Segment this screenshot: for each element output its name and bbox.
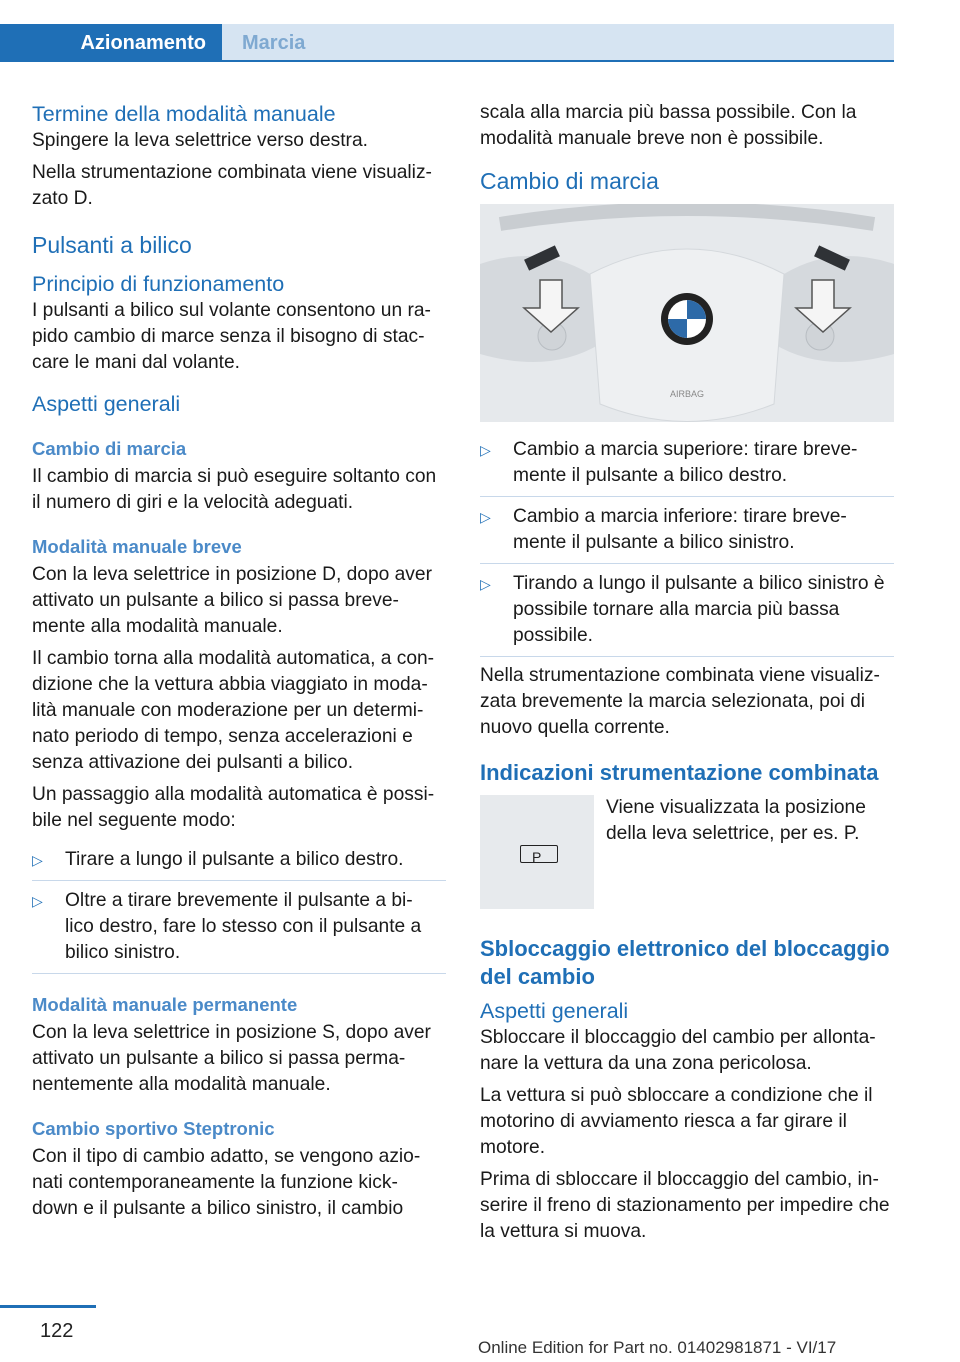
list-item-text: Tirare a lungo il pulsante a bilico destro. (65, 849, 404, 870)
triangle-bullet-icon: ▷ (480, 509, 491, 525)
paragraph: Con la leva selettrice in posizione S, dopo aver attivato un pulsante a bilico si passa perma‐ nentemente alla modalità manuale. (32, 1022, 431, 1095)
list-item (480, 564, 894, 657)
gear-display-image (480, 795, 594, 909)
steering-wheel-image (480, 204, 894, 422)
heading-aspetti: Aspetti generali (32, 392, 181, 416)
triangle-bullet-icon: ▷ (480, 576, 491, 592)
section-tab-marcia: Marcia (222, 24, 894, 62)
airbag-label: AIRBAG (669, 389, 705, 399)
paragraph: Un passaggio alla modalità automatica è possi‐ bile nel seguente modo: (32, 784, 435, 831)
heading-sbloccaggio: Sbloccaggio elettronico del bloccaggio del cambio (480, 936, 890, 989)
page-header (0, 0, 960, 62)
heading-cambio: Cambio di marcia (32, 438, 187, 459)
heading-indicazioni: Indicazioni strumentazione combinata (480, 760, 879, 785)
park-letter: P (532, 849, 542, 865)
list-item (32, 840, 446, 881)
list-item-text: Oltre a tirare brevemente il pulsante a bi‐ lico destro, fare lo stesso con il pulsante a bilico sinistro. (65, 890, 422, 963)
triangle-bullet-icon: ▷ (32, 893, 43, 909)
paragraph: Il cambio di marcia si può eseguire soltanto con il numero di giri e la velocità adeguati. (32, 466, 437, 513)
heading-aspetti-generali: Aspetti generali (480, 999, 629, 1023)
page-number-rule (0, 1305, 96, 1308)
list-item (480, 430, 894, 497)
list-item-text: Tirando a lungo il pulsante a bilico sinistro è possibile tornare alla marcia più bassa possibile. (513, 573, 885, 646)
paragraph: scala alla marcia più bassa possibile. Con la modalità manuale breve non è possibile. (480, 102, 857, 149)
paragraph: Viene visualizzata la posizione della leva selettrice, per es. P. (606, 797, 866, 844)
paragraph: Il cambio torna alla modalità automatica, a con‐ dizione che la vettura abbia viaggiato in moda‐ lità manuale con moderazione per un determi‐ nato periodo di tempo, senza accelerazioni e senza attivazione dei pulsanti a bilico. (32, 648, 435, 773)
bullet-list (480, 430, 894, 657)
park-indicator-icon (520, 845, 558, 863)
right-column (480, 100, 894, 1251)
bullet-list (32, 840, 446, 974)
heading-cambio-marcia: Cambio di marcia (480, 168, 659, 194)
triangle-bullet-icon: ▷ (32, 852, 43, 868)
list-item (32, 881, 446, 974)
left-column (32, 100, 446, 1228)
paragraph: La vettura si può sbloccare a condizione che il motorino di avviamento riesca a far girare il motore. (480, 1085, 873, 1158)
heading-permanente: Modalità manuale permanente (32, 994, 298, 1015)
section-tab-active: Azionamento (0, 24, 222, 62)
paragraph: Nella strumentazione combinata viene visualiz‐ zata brevemente la marcia selezionata, poi di nuovo quella corrente. (480, 665, 880, 738)
list-item-text: Cambio a marcia inferiore: tirare breve‐ mente il pulsante a bilico sinistro. (513, 506, 847, 553)
page-number: 122 (40, 1320, 74, 1342)
paragraph: Con la leva selettrice in posizione D, dopo aver attivato un pulsante a bilico si passa breve‐ mente alla modalità manuale. (32, 564, 432, 637)
heading-steptronic: Cambio sportivo Steptronic (32, 1118, 275, 1139)
paragraph: Con il tipo di cambio adatto, se vengono azio‐ nati contemporaneamente la funzione kick‐ down e il pulsante a bilico sinistro, il cambio (32, 1146, 421, 1219)
triangle-bullet-icon: ▷ (480, 442, 491, 458)
display-example (480, 795, 894, 909)
edition-footer: Online Edition for Part no. 01402981871 - VI/17 (478, 1338, 837, 1357)
paragraph: Spingere la leva selettrice verso destra. (32, 130, 368, 151)
paragraph: Prima di sbloccare il bloccaggio del cambio, in‐ serire il freno di stazionamento per impedire che la vettura si muova. (480, 1169, 890, 1242)
heading-termine: Termine della modalità manuale (32, 102, 336, 126)
heading-principio: Principio di funzionamento (32, 272, 285, 296)
list-item-text: Cambio a marcia superiore: tirare breve‐ mente il pulsante a bilico destro. (513, 439, 858, 486)
header-rule (0, 60, 894, 62)
paragraph: I pulsanti a bilico sul volante consentono un ra‐ pido cambio di marce senza il bisogno di stac‐ care le mani dal volante. (32, 300, 431, 373)
list-item (480, 497, 894, 564)
paragraph: Nella strumentazione combinata viene visualiz‐ zato D. (32, 162, 432, 209)
heading-breve: Modalità manuale breve (32, 536, 242, 557)
heading-pulsanti: Pulsanti a bilico (32, 232, 192, 258)
paragraph: Sbloccare il bloccaggio del cambio per allonta‐ nare la vettura da una zona pericolosa. (480, 1027, 876, 1074)
